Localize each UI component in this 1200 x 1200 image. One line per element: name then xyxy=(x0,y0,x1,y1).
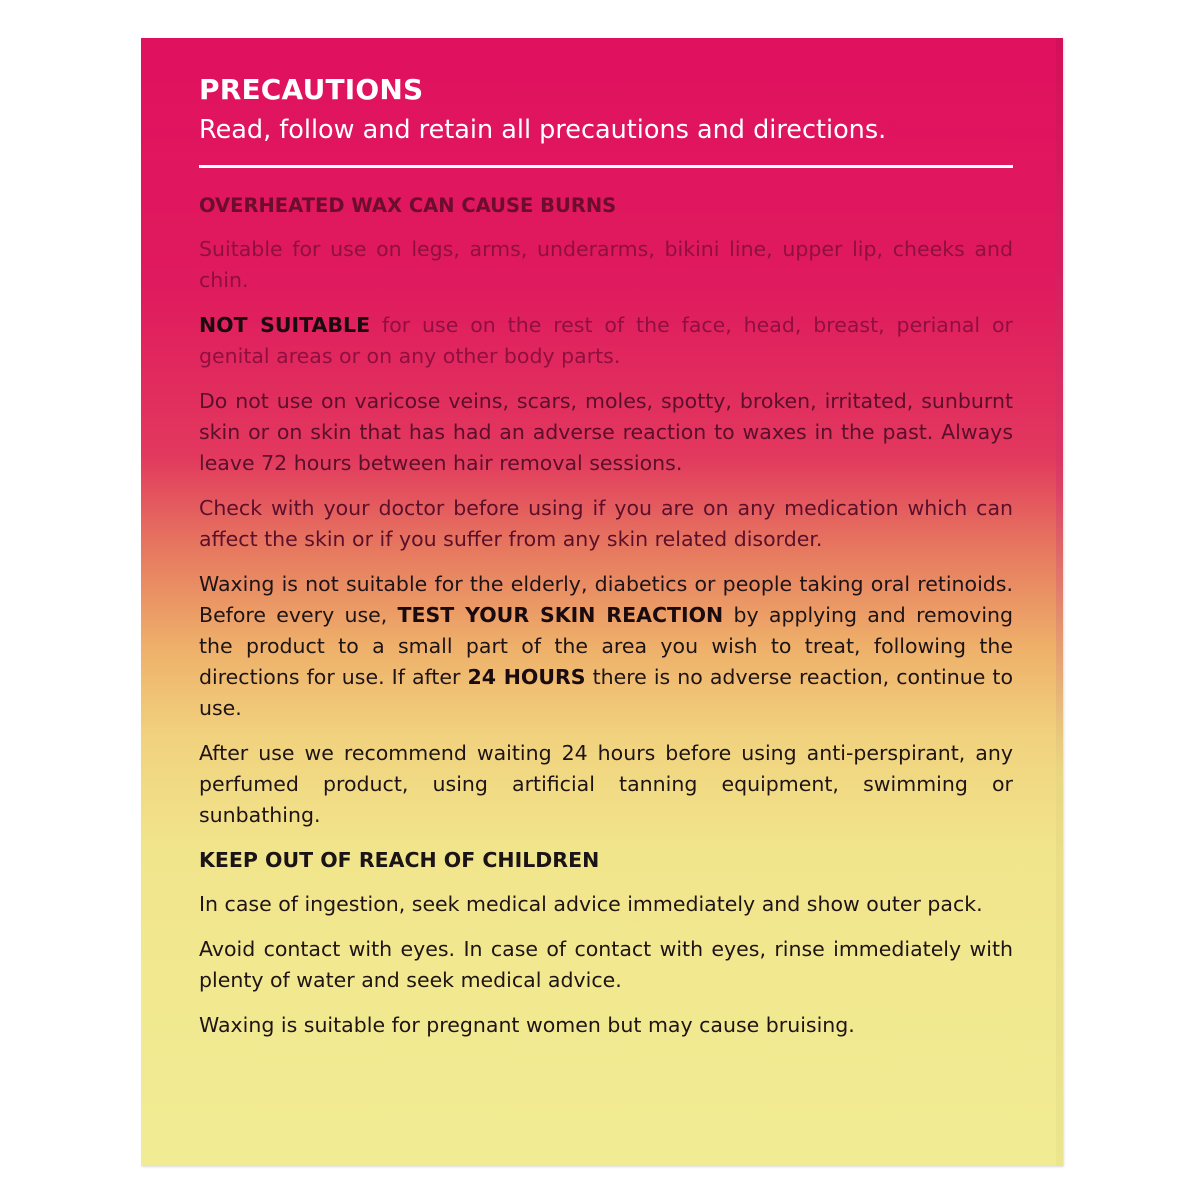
precautions-subheading: Read, follow and retain all precautions and directions. xyxy=(199,115,887,145)
heading-divider xyxy=(199,165,1013,168)
panel-side-edge xyxy=(1056,38,1063,1166)
contraindications-paragraph: Do not use on varicose veins, scars, moles, spotty, broken, irritated, sunburnt skin or on skin that has had an adverse reaction to waxes in the past. Always leave 72 hours between hair removal sessions. xyxy=(199,389,1013,475)
skin-test-text-a: Waxing is not suitable for the elderly, diabetics or people taking oral retinoids. Before every use, xyxy=(199,572,1013,627)
precautions-section xyxy=(199,72,1013,1041)
burn-warning-title: OVERHEATED WAX CAN CAUSE BURNS xyxy=(199,194,617,217)
precautions-heading: PRECAUTIONS xyxy=(199,73,424,106)
not-suitable-paragraph xyxy=(199,310,1013,372)
skin-test-text-c: there is no adverse reaction, continue to use. xyxy=(199,665,1013,720)
twenty-four-hours-label: 24 HOURS xyxy=(467,665,586,689)
skin-test-label: TEST YOUR SKIN REACTION xyxy=(397,603,724,627)
ingestion-paragraph: In case of ingestion, seek medical advice immediately and show outer pack. xyxy=(199,892,983,916)
after-use-paragraph: After use we recommend waiting 24 hours before using anti-perspirant, any perfumed product, using artificial tanning equipment, swimming or sunbathing. xyxy=(199,741,1013,827)
pregnancy-paragraph: Waxing is suitable for pregnant women but may cause bruising. xyxy=(199,1013,855,1037)
not-suitable-text: for use on the rest of the face, head, breast, perianal or genital areas or on any other body parts. xyxy=(199,313,1013,368)
eye-contact-paragraph: Avoid contact with eyes. In case of contact with eyes, rinse immediately with plenty of water and seek medical advice. xyxy=(199,937,1013,992)
suitable-areas-paragraph: Suitable for use on legs, arms, underarms, bikini line, upper lip, cheeks and chin. xyxy=(199,237,1013,292)
not-suitable-label: NOT SUITABLE xyxy=(199,313,371,337)
doctor-check-paragraph: Check with your doctor before using if you are on any medication which can affect the skin or if you suffer from any skin related disorder. xyxy=(199,496,1013,551)
skin-test-paragraph xyxy=(199,569,1013,724)
children-warning-title: KEEP OUT OF REACH OF CHILDREN xyxy=(199,848,600,872)
skin-test-text-b: by applying and removing the product to a small part of the area you wish to treat, following the directions for use. If after xyxy=(199,603,1014,689)
